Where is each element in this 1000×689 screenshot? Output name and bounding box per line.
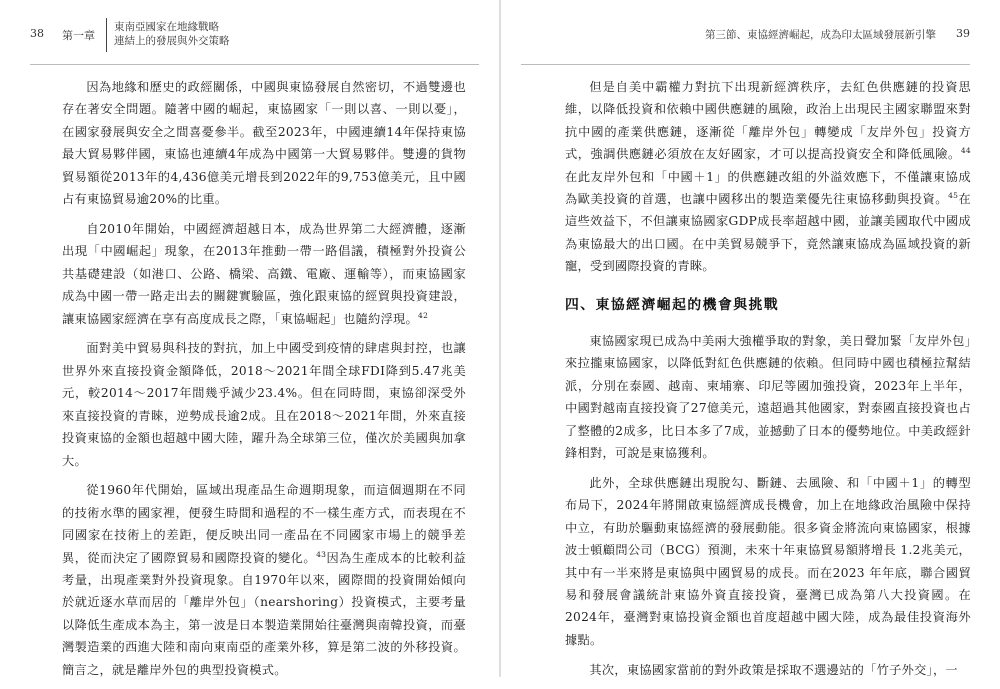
chapter-label: 第一章 — [62, 29, 95, 42]
running-title: 第三節、東協經濟崛起，成為印太區域發展新引擎 — [705, 29, 936, 41]
body-paragraph — [62, 337, 466, 471]
header-divider — [106, 18, 107, 52]
paragraph-text: 東協國家現已成為中美兩大強權爭取的對象，美日聲加緊「友岸外包」來拉攏東協國家，以降低對紅色供應鏈的依賴。但同時中國也積極拉幫結派，分別在泰國、越南、柬埔寨、印尼等國加強投資，2023年上半年，中國對越南直接投資了27億美元，遠超過其他國家，對泰國直接投資也占了整體的2成多，比日本多了7成，並撼動了日本的優勢地位。中美政經針鋒相對，可說是東協獲利。 — [565, 334, 971, 461]
body-paragraph — [62, 479, 466, 681]
book-title-line2: 連結上的發展與外交策略 — [114, 35, 230, 47]
body-paragraph — [565, 659, 971, 681]
body-paragraph — [62, 76, 466, 210]
right-page — [501, 0, 1000, 677]
body-paragraph — [62, 218, 466, 330]
paragraph-group — [565, 330, 971, 681]
footnote-marker: 44 — [960, 146, 971, 156]
header-rule — [521, 64, 970, 65]
body-paragraph — [565, 330, 971, 464]
left-page-body — [62, 76, 466, 689]
footnote-marker: 43 — [316, 549, 327, 559]
right-page-body — [565, 76, 971, 689]
body-paragraph — [565, 472, 971, 651]
paragraph-text: 面對美中貿易與科技的對抗，加上中國受到疫情的肆虐與封控，也讓世界外來直接投資金額降低，2018～2021年間全球FDI降到5.47兆美元，較2014～2017年間幾乎減少23.4%。但在同時間，東協卻深受外來直接投資的青睞，逆勢成長逾2成。且在2018～2021年間，外來直接投資東協的金額也超越中國大陸，躍升為全球第三位，僅次於美國與加拿大。 — [62, 341, 466, 468]
right-page-header — [521, 18, 970, 52]
body-paragraph — [565, 76, 971, 278]
paragraph-text: 其次，東協國家當前的對外政策是採取不選邊站的「竹子外交」，一 — [589, 662, 958, 677]
paragraph-text: 此外，全球供應鏈出現脫勾、斷鏈、去風險、和「中國＋1」的轉型布局下，2024年將開啟東協經濟成長機會，加上在地緣政治風險中保持中立，有助於驅動東協經濟的發展動能。很多資金將流向東協國家，根據波士頓顧問公司（BCG）預測，未來十年東協貿易額將增長 1.2兆美元，其中有一半來將是東協與中國貿易的成長。而在2023 年年底，聯合國貿易和發展會議統計東協外資直接投資，臺灣已成為第八大投資國。在2024年，臺灣對東協投資金額也首度超越中國大陸，成為最佳投資海外據點。 — [565, 476, 971, 647]
footnote-marker: 42 — [418, 310, 429, 320]
left-page — [0, 0, 499, 677]
paragraph-text: 因為地緣和歷史的政經關係，中國與東協發展自然密切，不過雙邊也存在著安全問題。隨著中國的崛起，東協國家「一則以喜、一則以憂」，在國家發展與安全之間喜憂參半。截至2023年，中國連續14年保持東協最大貿易夥伴國，東協也連續4年成為中國第一大貿易夥伴。雙邊的貨物貿易額從2013年的4,436億美元增長到2022年的9,753億美元，且中國占有東協貿易逾20%的比重。 — [62, 80, 466, 207]
paragraph-text: 在這些效益下，不但讓東協國家GDP成長率超越中國，並讓美國取代中國成為東協最大的出口國。在中美貿易競爭下，竟然讓東協成為區域投資的新寵，受到國際投資的青睞。 — [565, 192, 971, 274]
paragraph-text: 自2010年開始，中國經濟超越日本，成為世界第二大經濟體，逐漸出現「中國崛起」現象，在2013年推動一帶一路倡議，積極對外投資公共基礎建設（如港口、公路、橋梁、高鐵、電廠、運輸等），而東協國家成為中國一帶一路走出去的關鍵實驗區，強化跟東協的經貿與投資建設，讓東協國家經濟在享有高度成長之際，「東協崛起」也隨約浮現。 — [62, 221, 466, 326]
left-page-header — [30, 18, 479, 52]
section-heading: 四、東協經濟崛起的機會與挑戰 — [565, 296, 780, 313]
header-rule — [30, 64, 479, 65]
footnote-marker: 45 — [948, 191, 959, 201]
paragraph-text: 因為生產成本的比較利益考量，出現產業對外投資現象。自1970年以來，國際間的投資開始傾向於就近逐水草而居的「離岸外包」（nearshoring）投資模式，主要考量以降低生產成本為主，第一波是日本製造業開始往臺灣與南韓投資，而臺灣製造業的西進大陸和南向東南亞的產業外移，算是第二波的外移投資。簡言之，就是離岸外包的典型投資模式。 — [62, 550, 466, 677]
left-page-number: 38 — [30, 27, 44, 40]
book-title — [114, 20, 230, 48]
paragraph-group — [565, 76, 971, 278]
book-title-line1: 東南亞國家在地緣戰略 — [114, 21, 219, 33]
right-page-number: 39 — [956, 27, 970, 40]
paragraph-text: 在此友岸外包和「中國＋1」的供應鏈改組的外溢效應下，不僅讓東協成為歐美投資的首選，也讓中國移出的製造業優先往東協移動與投資。 — [565, 169, 971, 207]
paragraph-text: 從1960年代開始，區域出現產品生命週期現象，而這個週期在不同的技術水準的國家裡，便發生時間和過程的不一樣生產方式，而表現在不同國家在技術上的差距，便反映出同一產品在不同國家市場上的競爭差異，從而決定了國際貿易和國際投資的變化。 — [62, 483, 466, 565]
paragraph-text: 但是自美中霸權力對抗下出現新經濟秩序，去紅色供應鏈的投資思維，以降低投資和依賴中國供應鏈的風險，政治上出現民主國家聯盟來對抗中國的產業供應鏈，逐漸從「離岸外包」轉變成「友岸外包」投資方式，強調供應鏈必須放在友好國家，才可以提高投資安全和降低風險。 — [565, 80, 971, 162]
